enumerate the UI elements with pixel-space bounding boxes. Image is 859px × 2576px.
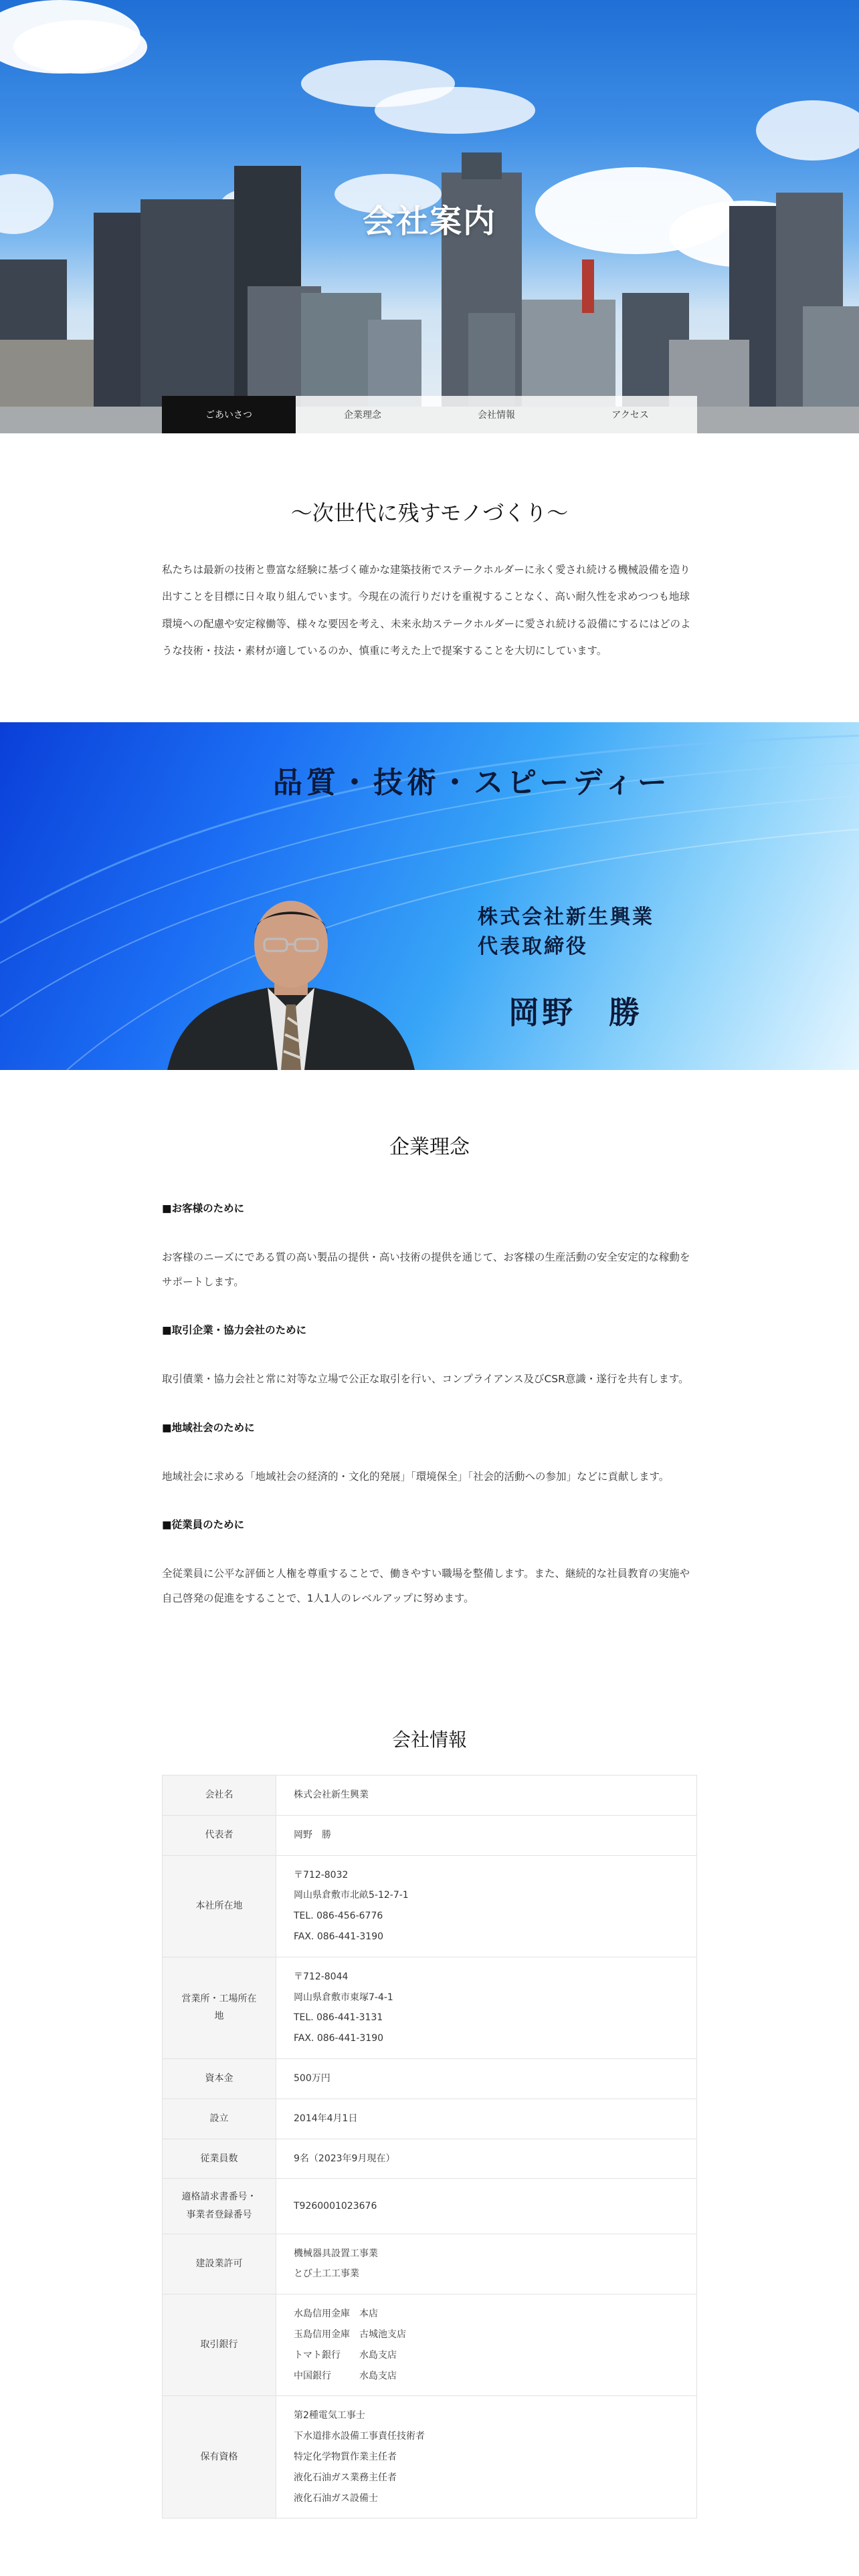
section-tabs	[162, 396, 697, 433]
table-row-label: 取引銀行	[163, 2294, 276, 2396]
ceo-portrait-image	[167, 897, 415, 1070]
table-row-label: 設立	[163, 2099, 276, 2139]
table-row-label: 適格請求書番号・事業者登録番号	[163, 2179, 276, 2234]
table-row-value	[276, 2396, 697, 2518]
table-row-label: 資本金	[163, 2058, 276, 2099]
philosophy-item	[162, 1198, 697, 1295]
philosophy-item	[162, 1515, 697, 1611]
philosophy-item-heading: ■従業員のために	[162, 1518, 245, 1531]
table-row-value-line: FAX. 086-441-3190	[294, 2033, 384, 2044]
table-row	[163, 2294, 697, 2396]
table-row-value-line: 機械器具設置工事業	[294, 2248, 378, 2259]
table-row-value-line: 500万円	[294, 2072, 330, 2084]
philosophy-item	[162, 1320, 697, 1392]
table-row-value-line: 岡山県倉敷市北畝5-12-7-1	[294, 1890, 409, 1901]
table-row-label: 営業所・工場所在地	[163, 1957, 276, 2058]
table-row-value-line: 岡野 勝	[294, 1829, 331, 1840]
table-row-value-line: 下水道排水設備工事責任技術者	[294, 2431, 425, 2442]
greeting-heading: ～次世代に残すモノづくり～	[290, 500, 569, 526]
city-skyline-image	[0, 139, 859, 433]
page-title: 会社案内	[362, 203, 496, 240]
table-row-label: 会社名	[163, 1776, 276, 1816]
ceo-banner	[0, 722, 859, 1070]
philosophy-item-heading: ■地域社会のために	[162, 1421, 255, 1434]
table-row	[163, 2058, 697, 2099]
table-row	[163, 2179, 697, 2234]
table-row	[163, 2396, 697, 2518]
table-row-label: 従業員数	[163, 2139, 276, 2179]
table-row-label: 建設業許可	[163, 2234, 276, 2294]
table-row-value-line: 〒712-8044	[294, 1971, 349, 1982]
table-row-value	[276, 2058, 697, 2099]
ceo-company-name: 株式会社新生興業	[478, 905, 654, 929]
tab-greeting[interactable]: ごあいさつ	[162, 396, 296, 433]
philosophy-item-text: お客様のニーズにである質の高い製品の提供・高い技術の提供を通じて、お客様の生産活動の安全安定的な稼動をサポートします。	[162, 1251, 690, 1289]
ceo-job-title: 代表取締役	[478, 935, 588, 958]
philosophy-item-text: 取引債業・協力会社と常に対等な立場で公正な取引を行い、コンプライアンス及びCSR意識・遂行を共有します。	[162, 1373, 689, 1386]
table-row-label: 代表者	[163, 1815, 276, 1855]
table-row-value-line: 水島信用金庫 本店	[294, 2309, 378, 2320]
table-row	[163, 1776, 697, 1816]
philosophy-heading: 企業理念	[389, 1136, 470, 1159]
table-row-value-line: 特定化学物質作業主任者	[294, 2451, 397, 2462]
table-row-value	[276, 1776, 697, 1816]
tab-philosophy[interactable]: 企業理念	[296, 396, 430, 433]
table-row-value	[276, 2294, 697, 2396]
table-row-label: 本社所在地	[163, 1855, 276, 1957]
table-row	[163, 2139, 697, 2179]
table-row-value	[276, 1855, 697, 1957]
company-info-table	[162, 1775, 697, 2518]
table-row-value	[276, 1957, 697, 2058]
table-row-value-line: とび土工工事業	[294, 2268, 359, 2280]
table-row-value	[276, 2234, 697, 2294]
table-row-value-line: トマト銀行 水島支店	[294, 2349, 397, 2361]
philosophy-item-heading: ■取引企業・協力会社のために	[162, 1324, 307, 1337]
table-row-value-line: 2014年4月1日	[294, 2113, 358, 2124]
table-row-value-line: 中国銀行 水島支店	[294, 2370, 397, 2381]
table-row-value-line: 液化石油ガス設備士	[294, 2492, 378, 2504]
company-motto: 品質・技術・スピーディー	[273, 766, 671, 800]
table-row-value-line: 岡山県倉敷市東塚7-4-1	[294, 1992, 393, 2003]
table-row	[163, 2234, 697, 2294]
table-row	[163, 1855, 697, 1957]
philosophy-item-text: 地域社会に求める「地域社会の経済的・文化的発展」「環境保全」「社会的活動への参加」などに貢献します。	[162, 1470, 670, 1483]
table-row	[163, 1815, 697, 1855]
tab-access[interactable]: アクセス	[563, 396, 697, 433]
philosophy-item-text: 全従業員に公平な評価と人権を尊重することで、働きやすい職場を整備します。また、継続的な社員教育の実施や自己啓発の促進をすることで、1人1人のレベルアップに努めます。	[162, 1567, 690, 1604]
greeting-body: 私たちは最新の技術と豊富な経験に基づく確かな建築技術でステークホルダーに永く愛され続ける機械設備を造り出すことを目標に日々取り組んでいます。今現在の流行りだけを重視することなく、高い耐久性を求めつつも地球環境への配慮や安定稼働等、様々な要因を考え、未来永劫ステークホルダーに愛され続ける設備にするにはどのような技術・技法・素材が適しているのか、慎重に考えた上で提案することを大切にしています。	[162, 564, 691, 657]
table-row-value-line: TEL. 086-456-6776	[294, 1911, 383, 1922]
table-row	[163, 2099, 697, 2139]
hero-section	[0, 0, 859, 433]
company-info-heading: 会社情報	[391, 1729, 467, 1751]
table-row-label: 保有資格	[163, 2396, 276, 2518]
company-info-section	[0, 1715, 859, 2518]
table-row-value-line: TEL. 086-441-3131	[294, 2012, 383, 2024]
table-row-value-line: 9名（2023年9月現在）	[294, 2153, 395, 2164]
table-row-value-line: T9260001023676	[294, 2200, 377, 2212]
table-row-value	[276, 1815, 697, 1855]
table-row-value-line: 株式会社新生興業	[294, 1790, 369, 1800]
table-row-value-line: 〒712-8032	[294, 1869, 349, 1881]
table-row-value-line: 玉島信用金庫 古城池支店	[294, 2329, 406, 2340]
philosophy-item-heading: ■お客様のために	[162, 1202, 245, 1214]
table-row-value	[276, 2139, 697, 2179]
philosophy-item	[162, 1418, 697, 1489]
greeting-section	[0, 433, 859, 722]
ceo-name: 岡野 勝	[508, 994, 642, 1031]
tab-company-info[interactable]: 会社情報	[430, 396, 563, 433]
table-row-value-line: 液化石油ガス業務主任者	[294, 2472, 397, 2483]
philosophy-section	[0, 1070, 859, 1715]
table-row-value	[276, 2179, 697, 2234]
table-row-value-line: FAX. 086-441-3190	[294, 1931, 384, 1942]
table-row	[163, 1957, 697, 2058]
table-row-value	[276, 2099, 697, 2139]
table-row-value-line: 第2種電気工事士	[294, 2410, 365, 2422]
